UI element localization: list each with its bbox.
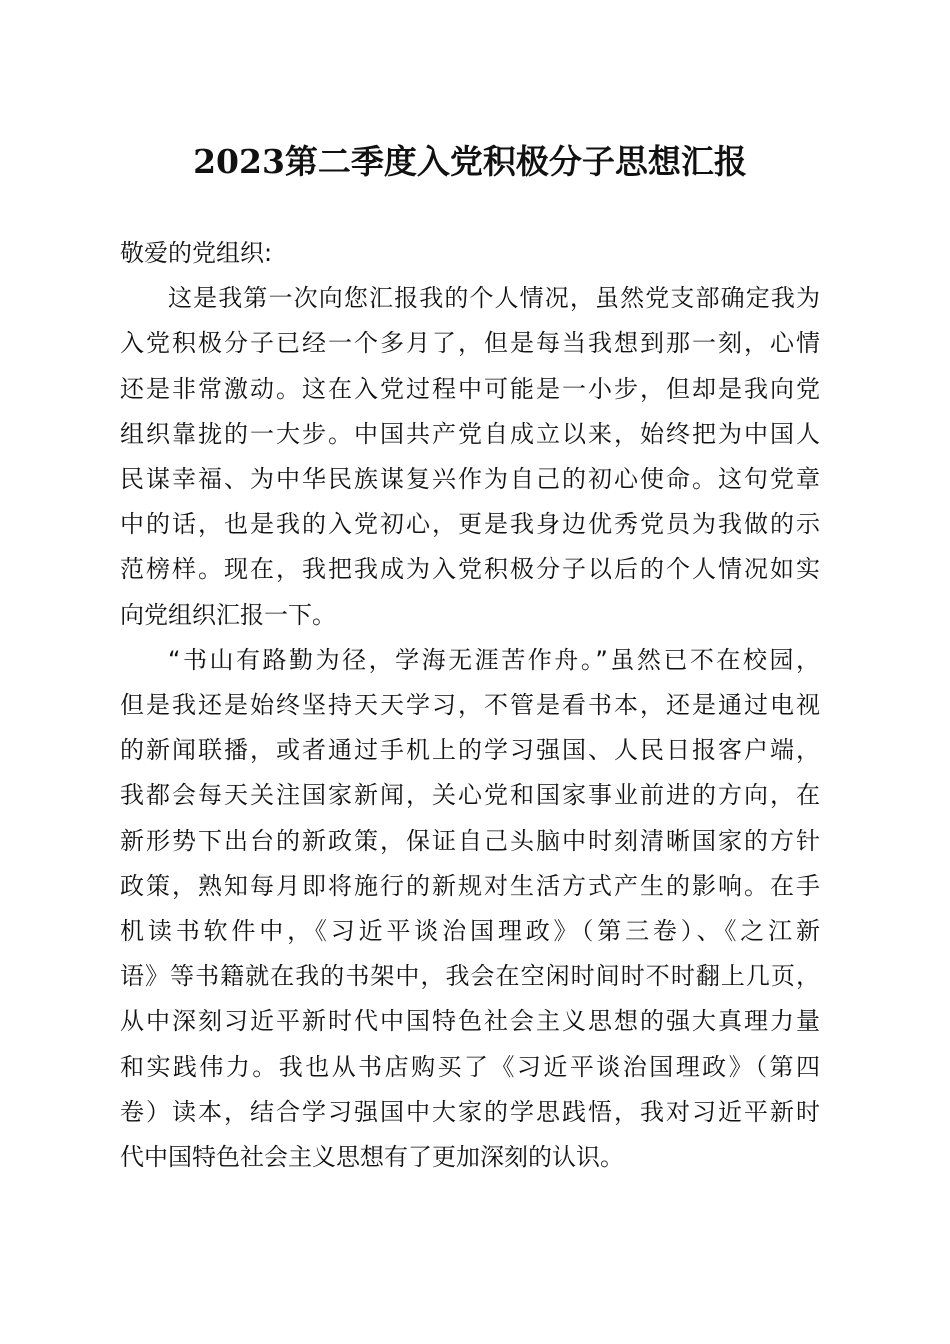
paragraph-line: 语》等书籍就在我的书架中，我会在空闲时间时不时翻上几页， (120, 962, 820, 991)
paragraph-2 (120, 638, 820, 1180)
paragraph-line: 代中国特色社会主义思想有了更加深刻的认识。 (120, 1143, 624, 1172)
paragraph-line: 范榜样。现在，我把我成为入党积极分子以后的个人情况如实 (120, 555, 820, 584)
paragraph-line: 组织靠拢的一大步。中国共产党自成立以来，始终把为中国人 (120, 419, 820, 448)
paragraph-line: 从中深刻习近平新时代中国特色社会主义思想的强大真理力量 (120, 1007, 820, 1036)
paragraph-line: 和实践伟力。我也从书店购买了《习近平谈治国理政》（第四 (120, 1052, 820, 1081)
document-title: 2023第二季度入党积极分子思想汇报 (193, 142, 747, 181)
paragraph-line: 民谋幸福、为中华民族谋复兴作为自己的初心使命。这句党章 (120, 465, 820, 494)
salutation: 敬爱的党组织: (120, 239, 273, 267)
paragraph-line: 入党积极分子已经一个多月了，但是每当我想到那一刻，心情 (120, 329, 820, 358)
paragraph-line: 的新闻联播，或者通过手机上的学习强国、人民日报客户端， (120, 736, 820, 765)
paragraph-line: 卷）读本，结合学习强国中大家的学思践悟，我对习近平新时 (120, 1097, 820, 1126)
paragraph-1 (120, 276, 820, 638)
paragraph-line: 向党组织汇报一下。 (120, 600, 336, 629)
paragraph-line: 但是我还是始终坚持天天学习，不管是看书本，还是通过电视 (120, 691, 820, 720)
paragraph-line: “书山有路勤为径，学海无涯苦作舟。”虽然已不在校园， (168, 645, 820, 674)
paragraph-line: 还是非常激动。这在入党过程中可能是一小步，但却是我向党 (120, 374, 820, 403)
paragraph-line: 我都会每天关注国家新闻，关心党和国家事业前进的方向，在 (120, 781, 820, 810)
paragraph-line: 政策，熟知每月即将施行的新规对生活方式产生的影响。在手 (120, 871, 820, 900)
paragraph-line: 新形势下出台的新政策，保证自己头脑中时刻清晰国家的方针 (120, 826, 820, 855)
paragraph-line: 中的话，也是我的入党初心，更是我身边优秀党员为我做的示 (120, 510, 820, 539)
paragraph-line: 机读书软件中，《习近平谈治国理政》（第三卷）、《之江新 (120, 917, 820, 946)
document-body (120, 231, 820, 1180)
paragraph-line: 这是我第一次向您汇报我的个人情况，虽然党支部确定我为 (168, 284, 820, 313)
